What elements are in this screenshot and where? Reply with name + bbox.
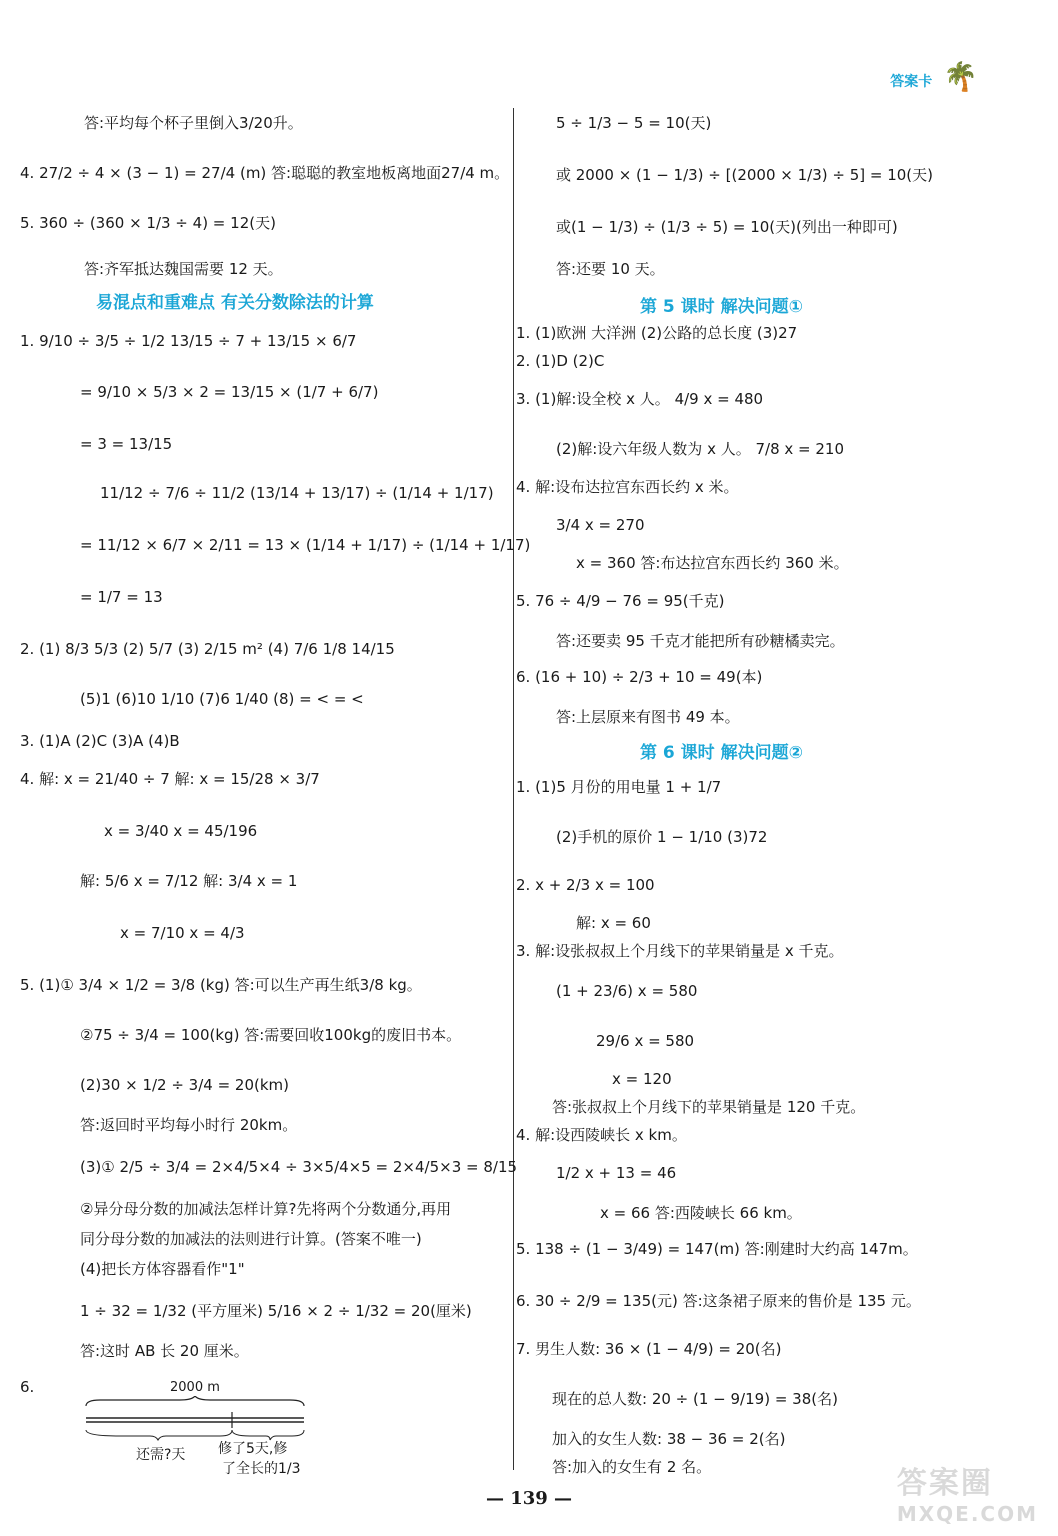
answer-line: (5)1 (6)10 1/10 (7)6 1/40 (8) = < = < <box>80 690 364 708</box>
answer-line: ②异分母分数的加减法怎样计算?先将两个分数通分,再用 <box>80 1200 452 1218</box>
answer-line: x = 7/10 x = 4/3 <box>120 924 245 942</box>
answer-line: = 9/10 × 5/3 × 2 = 13/15 × (1/7 + 6/7) <box>80 383 379 401</box>
answer-line: 或(1 − 1/3) ÷ (1/3 ÷ 5) = 10(天)(列出一种即可) <box>556 218 898 236</box>
answer-line: 4. 解:设西陵峡长 x km。 <box>516 1126 687 1144</box>
diagram-right-label-2: 了全长的1/3 <box>222 1461 301 1477</box>
answer-line: 解: x = 60 <box>576 914 651 932</box>
answer-line: 答:齐军抵达魏国需要 12 天。 <box>84 260 283 278</box>
answer-line: (2)解:设六年级人数为 x 人。 7/8 x = 210 <box>556 440 845 458</box>
answer-line: x = 66 答:西陵峡长 66 km。 <box>600 1204 802 1222</box>
answer-line: 1. (1)欧洲 大洋洲 (2)公路的总长度 (3)27 <box>516 324 798 342</box>
answer-line: 答:加入的女生有 2 名。 <box>552 1458 712 1476</box>
answer-line: 答:返回时平均每小时行 20km。 <box>80 1116 298 1134</box>
answer-line: 答:张叔叔上个月线下的苹果销量是 120 千克。 <box>552 1098 866 1116</box>
answer-line: 5. (1)① 3/4 × 1/2 = 3/8 (kg) 答:可以生产再生纸3/8 kg。 <box>20 976 422 994</box>
answer-line: 2. (1)D (2)C <box>516 352 605 370</box>
answer-line: 答:还要 10 天。 <box>556 260 665 278</box>
column-divider <box>513 108 514 1470</box>
answer-line: ②75 ÷ 3/4 = 100(kg) 答:需要回收100kg的废旧书本。 <box>80 1026 462 1044</box>
section-title-left: 易混点和重难点 有关分数除法的计算 <box>96 293 374 313</box>
answer-line: 3. 解:设张叔叔上个月线下的苹果销量是 x 千克。 <box>516 942 844 960</box>
answer-line: 6. (16 + 10) ÷ 2/3 + 10 = 49(本) <box>516 668 763 686</box>
answer-line: x = 120 <box>612 1070 672 1088</box>
diagram-left-label: 还需?天 <box>136 1447 186 1463</box>
section-title-right: 第 6 课时 解决问题② <box>640 743 803 763</box>
answer-line: 加入的女生人数: 38 − 36 = 2(名) <box>552 1430 786 1448</box>
answer-line: 1. (1)5 月份的用电量 1 + 1/7 <box>516 778 722 796</box>
answer-line: 现在的总人数: 20 ÷ (1 − 9/19) = 38(名) <box>552 1390 838 1408</box>
answer-line: 1/2 x + 13 = 46 <box>556 1164 677 1182</box>
answer-line: 同分母分数的加减法的法则进行计算。(答案不唯一) <box>80 1230 422 1248</box>
answer-line: 5 ÷ 1/3 − 5 = 10(天) <box>556 114 712 132</box>
answer-line: 7. 男生人数: 36 × (1 − 4/9) = 20(名) <box>516 1340 782 1358</box>
answer-line: 5. 138 ÷ (1 − 3/49) = 147(m) 答:刚建时大约高 147m。 <box>516 1240 918 1258</box>
answer-line: 或 2000 × (1 − 1/3) ÷ [(2000 × 1/3) ÷ 5] = 10(天) <box>556 166 934 184</box>
answer-line: 11/12 ÷ 7/6 ÷ 11/2 (13/14 + 13/17) ÷ (1/14 + 1/17) <box>100 484 494 502</box>
answer-line: x = 360 答:布达拉宫东西长约 360 米。 <box>576 554 849 572</box>
answer-line: 2. x + 2/3 x = 100 <box>516 876 655 894</box>
answer-line: = 1/7 = 13 <box>80 588 163 606</box>
answer-line: 3. (1)解:设全校 x 人。 4/9 x = 480 <box>516 390 764 408</box>
watermark-line-2: MXQE.COM <box>896 1502 1038 1526</box>
answer-line: 2. (1) 8/3 5/3 (2) 5/7 (3) 2/15 m² (4) 7/6 1/8 14/15 <box>20 640 395 658</box>
answer-line: 4. 解: x = 21/40 ÷ 7 解: x = 15/28 × 3/7 <box>20 770 320 788</box>
answer-line: 答:上层原来有图书 49 本。 <box>556 708 740 726</box>
answer-line: 4. 解:设布达拉宫东西长约 x 米。 <box>516 478 739 496</box>
answer-line: 6. 30 ÷ 2/9 = 135(元) 答:这条裙子原来的售价是 135 元。 <box>516 1292 921 1310</box>
answer-line: = 3 = 13/15 <box>80 435 173 453</box>
answer-line: 解: 5/6 x = 7/12 解: 3/4 x = 1 <box>80 872 298 890</box>
answer-line: 5. 360 ÷ (360 × 1/3 ÷ 4) = 12(天) <box>20 214 276 232</box>
answer-line: (2)手机的原价 1 − 1/10 (3)72 <box>556 828 768 846</box>
answer-line: 5. 76 ÷ 4/9 − 76 = 95(千克) <box>516 592 725 610</box>
answer-line: 答:这时 AB 长 20 厘米。 <box>80 1342 249 1360</box>
line-segment-diagram <box>80 1380 310 1480</box>
page-number: — 139 — <box>485 1488 573 1509</box>
answer-line: 6. <box>20 1378 35 1396</box>
answer-line: (2)30 × 1/2 ÷ 3/4 = 20(km) <box>80 1076 290 1094</box>
answer-line: 1 ÷ 32 = 1/32 (平方厘米) 5/16 × 2 ÷ 1/32 = 20(厘米) <box>80 1302 472 1320</box>
watermark-line-1: 答案圈 <box>896 1466 993 1501</box>
section-title-right: 第 5 课时 解决问题① <box>640 297 803 317</box>
answer-line: 3/4 x = 270 <box>556 516 645 534</box>
answer-line: 4. 27/2 ÷ 4 × (3 − 1) = 27/4 (m) 答:聪聪的教室地板离地面27/4 m。 <box>20 164 510 182</box>
palm-tree-icon: 🌴 <box>943 60 978 93</box>
answer-line: 1. 9/10 ÷ 3/5 ÷ 1/2 13/15 ÷ 7 + 13/15 × 6/7 <box>20 332 357 350</box>
header-label: 答案卡 <box>890 74 933 90</box>
answer-line: x = 3/40 x = 45/196 <box>104 822 258 840</box>
answer-line: 29/6 x = 580 <box>596 1032 695 1050</box>
answer-line: 答:还要卖 95 千克才能把所有砂糖橘卖完。 <box>556 632 845 650</box>
answer-line: (1 + 23/6) x = 580 <box>556 982 698 1000</box>
diagram-right-label-1: 修了5天,修 <box>218 1441 288 1457</box>
answer-line: = 11/12 × 6/7 × 2/11 = 13 × (1/14 + 1/17) ÷ (1/14 + 1/17) <box>80 536 531 554</box>
answer-line: (4)把长方体容器看作"1" <box>80 1260 245 1278</box>
answer-line: (3)① 2/5 ÷ 3/4 = 2×4/5×4 ÷ 3×5/4×5 = 2×4/5×3 = 8/15 <box>80 1158 518 1176</box>
answer-line: 答:平均每个杯子里倒入3/20升。 <box>84 114 303 132</box>
watermark <box>897 1458 1038 1526</box>
answer-card-header <box>890 60 978 93</box>
answer-line: 3. (1)A (2)C (3)A (4)B <box>20 732 180 750</box>
diagram-total-label: 2000 m <box>170 1380 220 1395</box>
